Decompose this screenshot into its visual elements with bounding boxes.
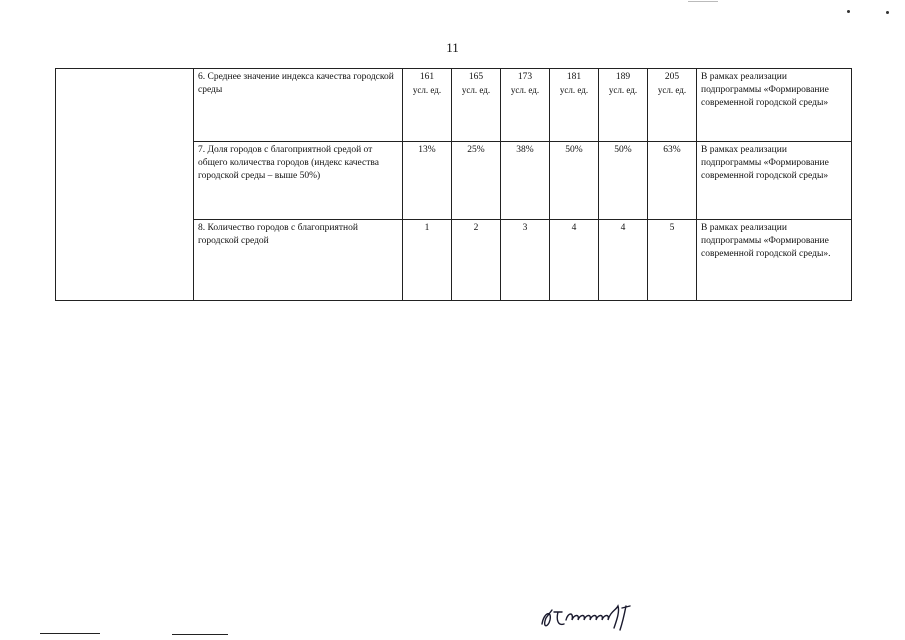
indicator-name: 6. Среднее значение индекса качества городской среды [194,69,403,142]
value-number: 2 [473,223,479,233]
value-number: 38% [516,145,534,155]
merged-blank-cell [56,69,194,301]
value-number: 3 [522,223,528,233]
footer-rule [172,634,228,635]
page-number: 11 [446,40,459,55]
table-row [56,69,852,142]
value-number: 50% [565,145,583,155]
indicators-table [55,68,852,301]
value-cell [501,69,550,142]
value-number: 25% [467,145,485,155]
handwritten-signature [538,602,658,632]
value-cell [599,142,648,220]
value-cell [403,69,452,142]
scan-mark-dot [886,11,889,14]
note-cell: В рамках реализации подпрограммы «Формирование современной городской среды» [697,69,852,142]
value-cell [648,220,697,301]
value-number: 4 [571,223,577,233]
value-cell [550,220,599,301]
value-number: 205 [664,72,680,82]
indicator-name: 7. Доля городов с благоприятной средой от общего количества городов (индекс качества городской среды – выше 50%) [194,142,403,220]
value-cell [452,220,501,301]
scan-marks [0,0,905,20]
value-cell [501,220,550,301]
scan-mark-line [688,1,718,2]
value-cell [452,69,501,142]
value-cell [501,142,550,220]
value-cell [550,69,599,142]
value-number: 1 [424,223,430,233]
value-unit: усл. ед. [559,84,589,95]
value-number: 165 [468,72,484,82]
value-cell [648,69,697,142]
value-unit: усл. ед. [608,84,638,95]
indicator-name: 8. Количество городов с благоприятной городской средой [194,220,403,301]
note-cell: В рамках реализации подпрограммы «Формирование современной городской среды» [697,142,852,220]
value-number: 161 [419,72,435,82]
note-cell: В рамках реализации подпрограммы «Формирование современной городской среды». [697,220,852,301]
value-unit: усл. ед. [461,84,491,95]
value-unit: усл. ед. [412,84,442,95]
value-cell [452,142,501,220]
value-number: 173 [517,72,533,82]
scan-mark-dot [847,10,850,13]
value-number: 4 [620,223,626,233]
value-cell [550,142,599,220]
value-unit: усл. ед. [510,84,540,95]
value-unit: усл. ед. [657,84,687,95]
value-number: 5 [669,223,675,233]
value-cell [599,220,648,301]
value-number: 63% [663,145,681,155]
value-number: 13% [418,145,436,155]
value-number: 189 [615,72,631,82]
value-number: 50% [614,145,632,155]
value-cell [648,142,697,220]
footer-rule [40,633,100,634]
value-cell [403,142,452,220]
value-number: 181 [566,72,582,82]
value-cell [599,69,648,142]
value-cell [403,220,452,301]
